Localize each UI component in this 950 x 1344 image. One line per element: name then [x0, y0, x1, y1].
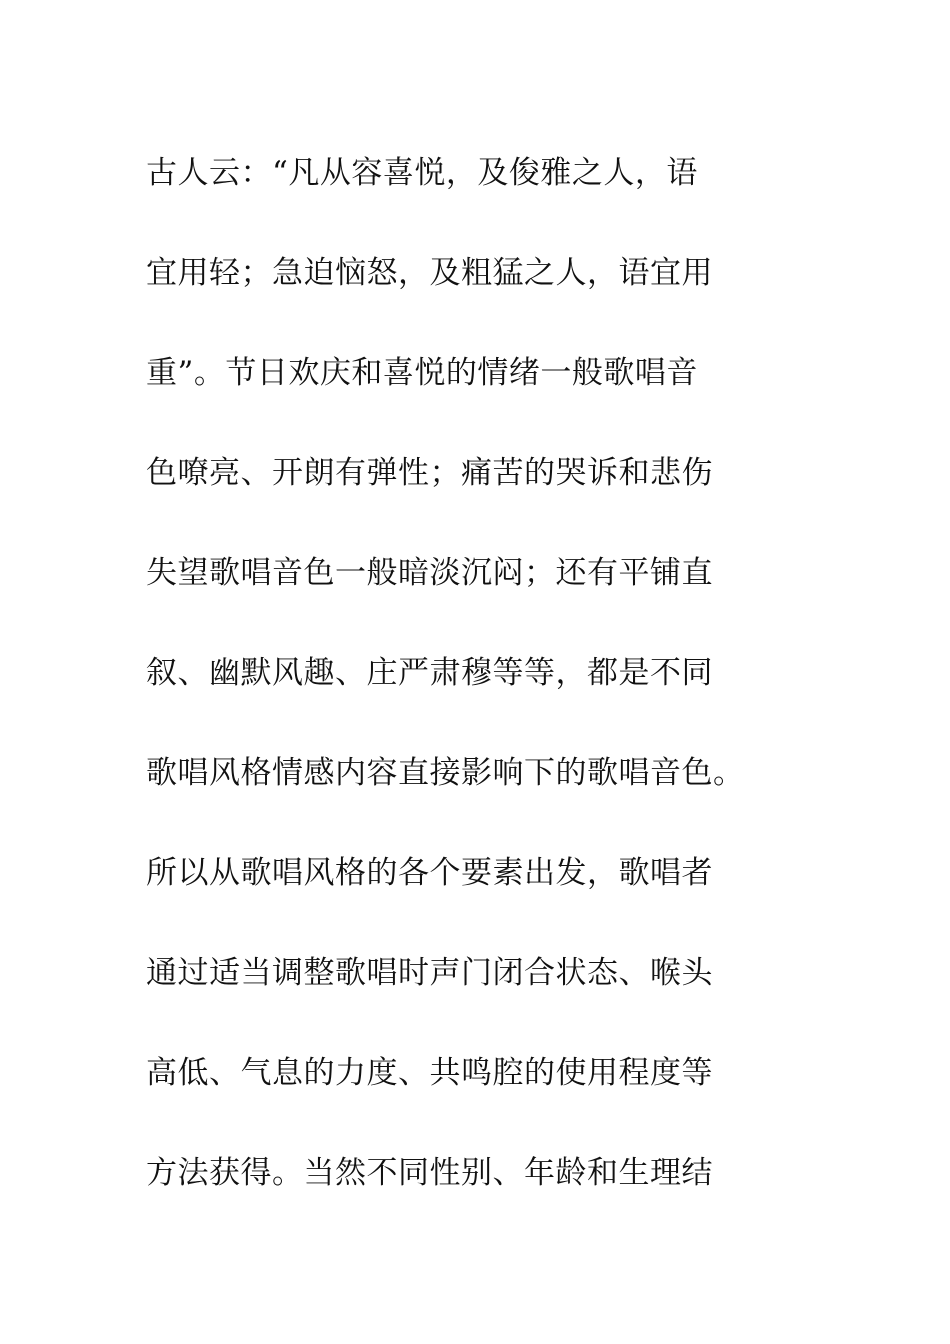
text-line-7: 歌唱风格情感内容直接影响下的歌唱音色。 — [146, 755, 745, 791]
text-line-2: 宜用轻；急迫恼怒，及粗猛之人，语宜用 — [146, 255, 713, 291]
text-line-10: 高低、气息的力度、共鸣腔的使用程度等 — [146, 1055, 713, 1091]
text-line-5: 失望歌唱音色一般暗淡沉闷；还有平铺直 — [146, 555, 713, 591]
text-line-9: 通过适当调整歌唱时声门闭合状态、喉头 — [146, 955, 713, 991]
text-line-4: 色嘹亮、开朗有弹性；痛苦的哭诉和悲伤 — [146, 455, 713, 491]
text-line-3: 重”。节日欢庆和喜悦的情绪一般歌唱音 — [146, 355, 698, 391]
text-line-11: 方法获得。当然不同性别、年龄和生理结 — [146, 1155, 713, 1191]
paragraph — [146, 123, 866, 1223]
text-line-6: 叙、幽默风趣、庄严肃穆等等，都是不同 — [146, 655, 713, 691]
text-line-1: 古人云：“凡从容喜悦，及俊雅之人，语 — [146, 155, 698, 191]
text-line-8: 所以从歌唱风格的各个要素出发，歌唱者 — [146, 855, 713, 891]
